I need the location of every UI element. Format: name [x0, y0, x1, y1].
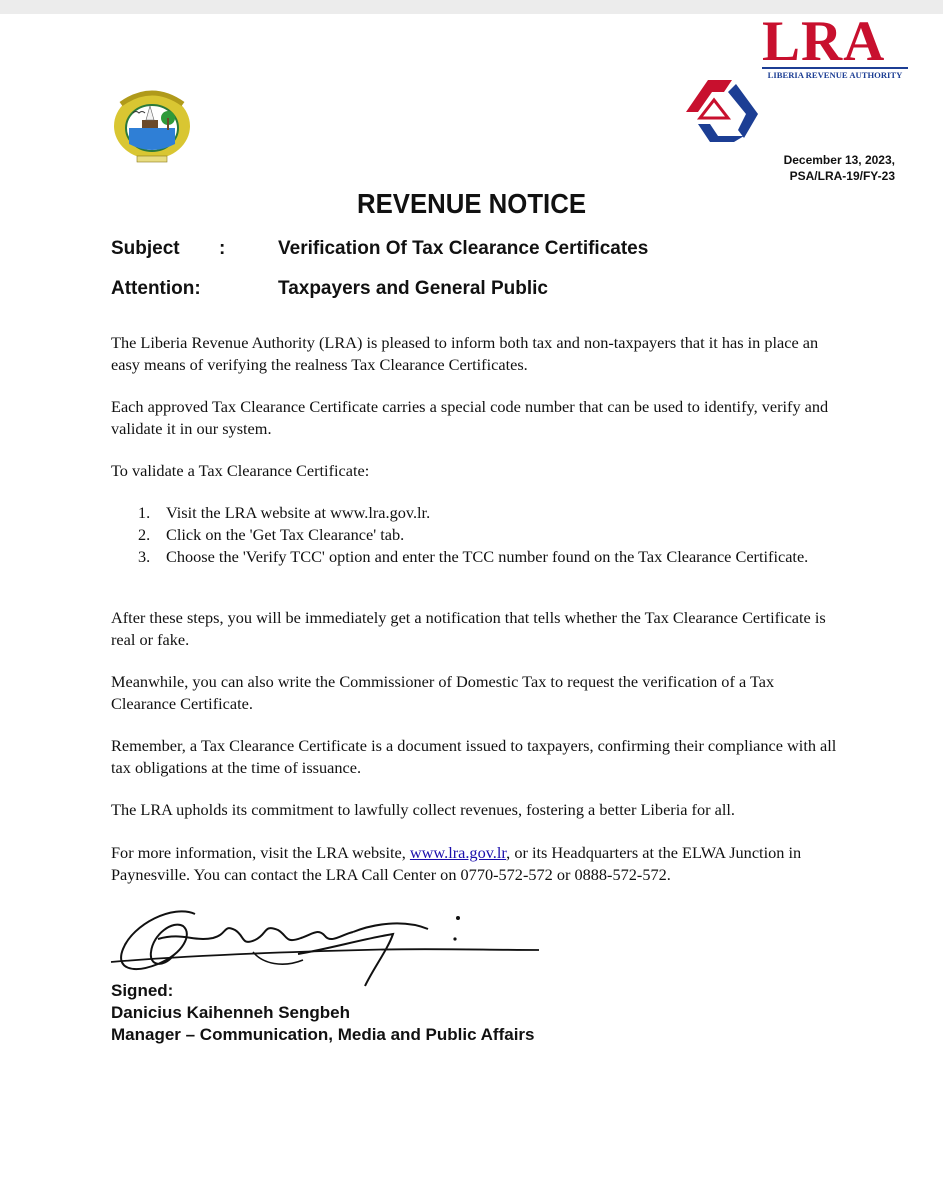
attention-value: Taxpayers and General Public [278, 278, 548, 299]
subject-colon: : [219, 238, 226, 259]
attention-label: Attention: [111, 278, 201, 299]
subject-label: Subject [111, 238, 180, 259]
lra-logo-emblem [684, 78, 762, 144]
list-item: 1. Visit the LRA website at www.lra.gov.lr. [138, 503, 431, 522]
lra-logo-tagline: LIBERIA REVENUE AUTHORITY [762, 67, 908, 81]
paragraph-more-info: For more information, visit the LRA website, www.lra.gov.lr, or its Headquarters at the ELWA Junction in Paynesville. You can contact the LRA Call Center on 0770-572-572 or 0888-572-572. [111, 843, 802, 884]
paragraph-tcc-definition: Remember, a Tax Clearance Certificate is a document issued to taxpayers, confirming their compliance with all tax obligations at the time of issuance. [111, 736, 837, 777]
notice-date: December 13, 2023, [783, 153, 895, 167]
subject-value: Verification Of Tax Clearance Certificates [278, 238, 649, 259]
lra-website-link[interactable]: www.lra.gov.lr [409, 843, 507, 862]
signatory-position: Manager – Communication, Media and Public Affairs [111, 1025, 535, 1044]
paragraph-commissioner: Meanwhile, you can also write the Commissioner of Domestic Tax to request the verification of a Tax Clearance Certificate. [111, 672, 775, 713]
document-page [0, 10, 943, 1200]
validation-steps-list [138, 502, 828, 568]
liberia-seal-emblem [111, 84, 193, 166]
handwritten-signature [103, 894, 543, 994]
list-item: 3. Choose the 'Verify TCC' option and enter the TCC number found on the Tax Clearance Certificate. [138, 547, 809, 566]
paragraph-intro: The Liberia Revenue Authority (LRA) is pleased to inform both tax and non-taxpayers that it has in place an easy means of verifying the realness Tax Clearance Certificates. [111, 333, 819, 374]
paragraph-special-code: Each approved Tax Clearance Certificate carries a special code number that can be used to identify, verify and validate it in our system. [111, 397, 829, 438]
lra-logo-wordmark: LRA [762, 10, 886, 73]
notice-title: REVENUE NOTICE [356, 188, 587, 219]
paragraph-validate-intro: To validate a Tax Clearance Certificate: [111, 461, 370, 480]
list-item: 2. Click on the 'Get Tax Clearance' tab. [138, 525, 405, 544]
signature-block [111, 980, 535, 1046]
signatory-name: Danicius Kaihenneh Sengbeh [111, 1003, 350, 1022]
notice-meta [784, 152, 895, 184]
paragraph-commitment: The LRA upholds its commitment to lawfully collect revenues, fostering a better Liberia for all. [111, 800, 735, 819]
notice-reference: PSA/LRA-19/FY-23 [789, 169, 895, 183]
signed-label: Signed: [111, 981, 174, 1000]
paragraph-notification: After these steps, you will be immediately get a notification that tells whether the Tax Clearance Certificate is real or fake. [111, 608, 826, 649]
